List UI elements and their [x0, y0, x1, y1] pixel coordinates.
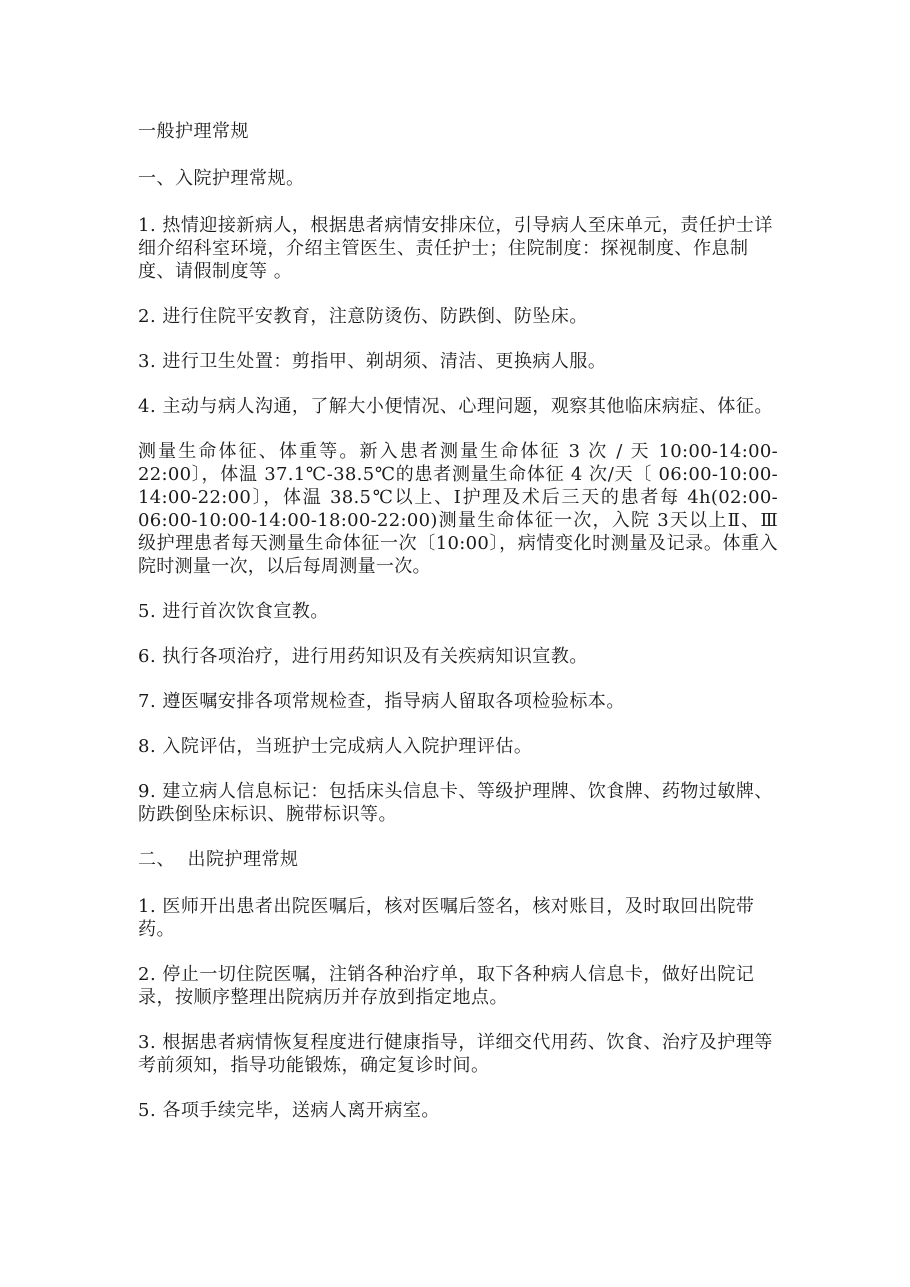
admission-item-7: 7. 遵医嘱安排各项常规检查，指导病人留取各项检验标本。 — [138, 691, 625, 712]
admission-item-9: 9. 建立病人信息标记：包括床头信息卡、等级护理牌、饮食牌、药物过敏牌、防跌倒坠床标识、腕带标识等。 — [138, 781, 773, 825]
document-page — [138, 120, 778, 1144]
discharge-item-2: 2. 停止一切住院医嘱，注销各种治疗单，取下各种病人信息卡，做好出院记录，按顺序整理出院病历并存放到指定地点。 — [138, 964, 755, 1008]
section-heading-admission: 一、入院护理常规。 — [138, 168, 305, 189]
admission-item-3: 3. 进行卫生处置：剪指甲、剃胡须、清洁、更换病人服。 — [138, 351, 607, 372]
admission-item-6: 6. 执行各项治疗，进行用药知识及有关疾病知识宣教。 — [138, 646, 588, 667]
admission-item-4: 4. 主动与病人沟通，了解大小便情况、心理问题，观察其他临床病症、体征。 — [138, 396, 773, 417]
admission-item-5: 5. 进行首次饮食宣教。 — [138, 601, 329, 622]
admission-item-1: 1. 热情迎接新病人，根据患者病情安排床位，引导病人至床单元，责任护士详细介绍科室环境，介绍主管医生、责任护士；住院制度：探视制度、作息制度、请假制度等 。 — [138, 215, 773, 282]
document-title: 一般护理常规 — [138, 121, 249, 142]
vital-signs-paragraph: 测量生命体征、体重等。新入患者测量生命体征 3 次 / 天 10:00-14:00-22:00〕，体温 37.1℃-38.5℃的患者测量生命体征 4 次/天〔 06:00-10:00-14:00-22:00〕，体温 38.5℃以上、Ⅰ护理及术后三天的患者每 4h(02:00-06:00-10:00-14:00-18:00-22:00)测量生命体征一次，入院 3天以上Ⅱ、Ⅲ级护理患者每天测量生命体征一次〔10:00〕，病情变化时测量及记录。体重入院时测量一次，以后每周测量一次。 — [138, 441, 778, 577]
discharge-item-3: 3. 根据患者病情恢复程度进行健康指导，详细交代用药、饮食、治疗及护理等考前须知，指导功能锻炼，确定复诊时间。 — [138, 1032, 773, 1076]
discharge-item-5: 5. 各项手续完毕，送病人离开病室。 — [138, 1100, 440, 1121]
section-heading-discharge: 二、 出院护理常规 — [138, 849, 299, 870]
admission-item-8: 8. 入院评估，当班护士完成病人入院护理评估。 — [138, 736, 533, 757]
admission-item-2: 2. 进行住院平安教育，注意防烫伤、防跌倒、防坠床。 — [138, 306, 588, 327]
discharge-item-1: 1. 医师开出患者出院医嘱后，核对医嘱后签名，核对账目，及时取回出院带药。 — [138, 896, 755, 940]
